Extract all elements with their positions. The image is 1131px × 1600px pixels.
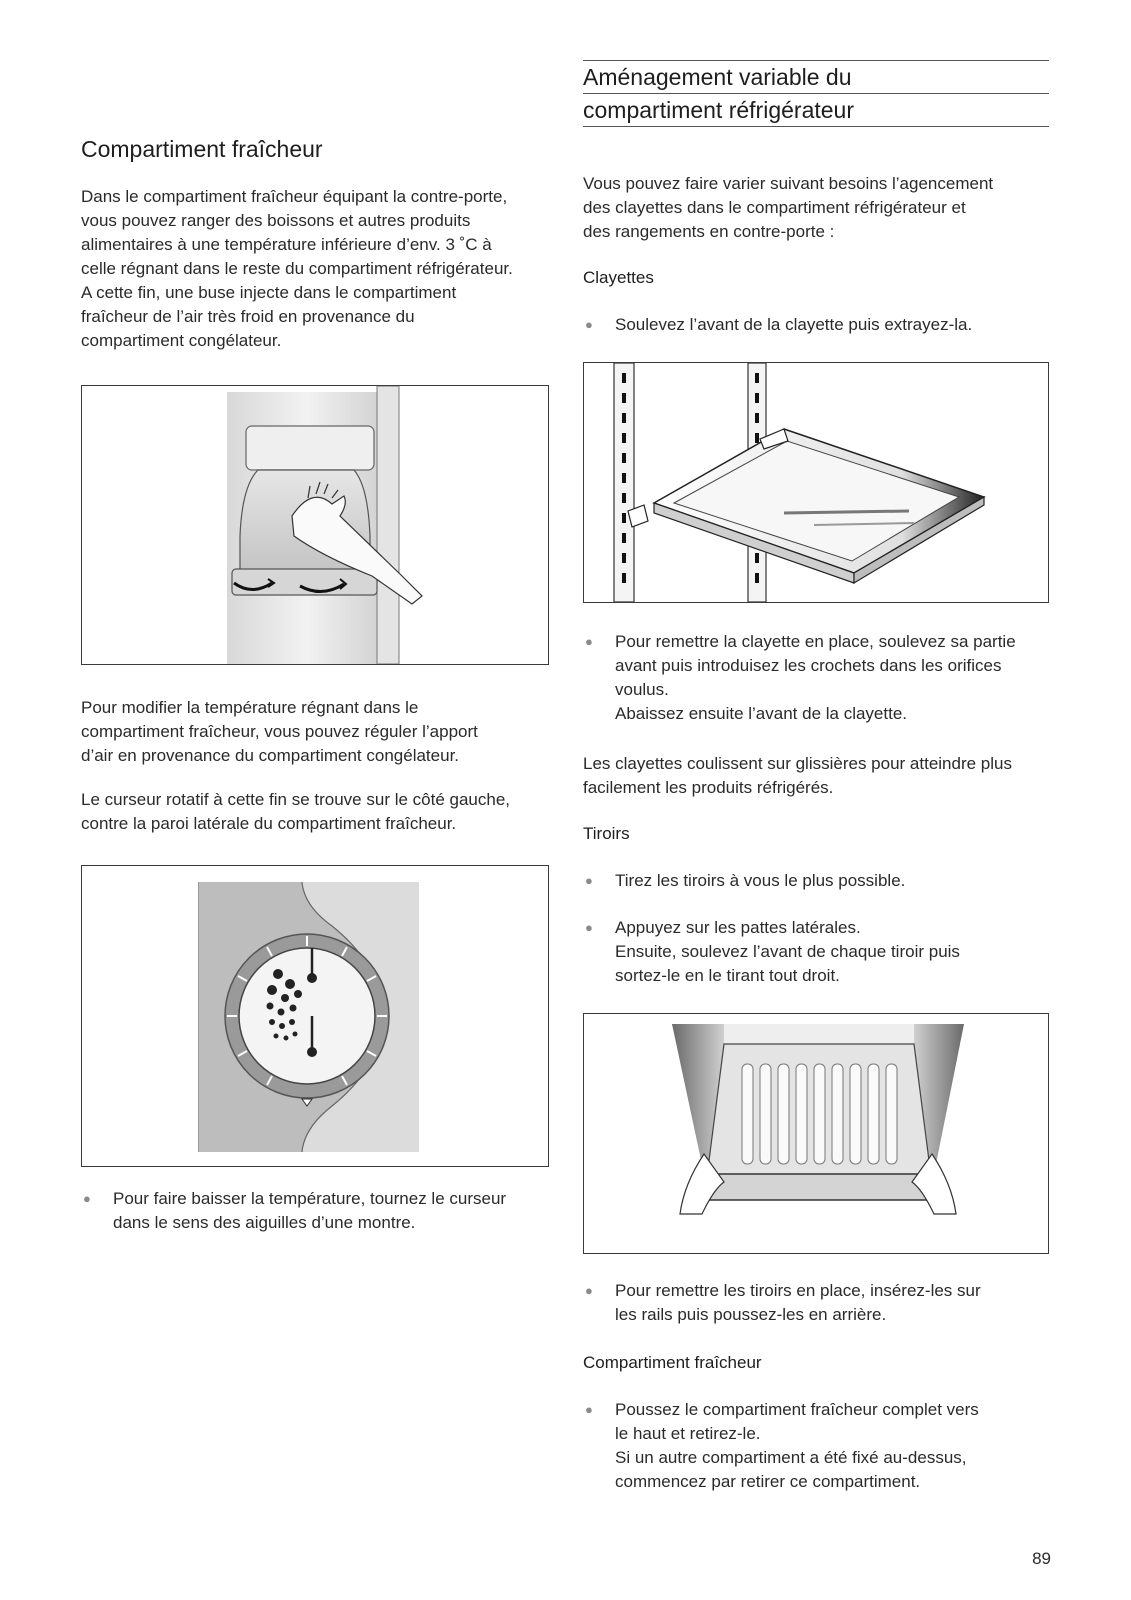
text-line: alimentaires à une température inférieure d’env. 3 ˚C à [81,235,492,254]
text-line: des clayettes dans le compartiment réfrigérateur et [583,198,966,217]
text-line: Soulevez l’avant de la clayette puis extrayez-la. [615,315,973,334]
text-line: commencez par retirer ce compartiment. [615,1472,921,1491]
text-line: Poussez le compartiment fraîcheur complet vers [615,1400,979,1419]
text-line: celle régnant dans le reste du compartiment réfrigérateur. [81,259,513,278]
text-line: les rails puis poussez-les en arrière. [615,1305,887,1324]
text-line: Pour remettre les tiroirs en place, insérez-les sur [615,1281,981,1300]
bullet-item [583,1279,1053,1327]
fraicheur-bullet [583,1398,1053,1494]
title-rule-bottom [583,126,1049,127]
bullet-icon: ● [585,634,593,649]
figure-shelf [583,362,1049,603]
text-line: dans le sens des aiguilles d’une montre. [113,1213,416,1232]
right-title-text-1: Aménagement variable du [583,64,852,90]
tiroirs-bullet3 [583,1279,1053,1327]
text-line: Vous pouvez faire varier suivant besoins l’agencement [583,174,994,193]
fresh-compartment-illustration [82,386,548,664]
text-line: Dans le compartiment fraîcheur équipant la contre-porte, [81,187,508,206]
text-line: Tirez les tiroirs à vous le plus possible. [615,871,906,890]
bullet-icon: ● [585,873,593,888]
clayettes-heading-text: Clayettes [583,268,654,287]
text-line: vous pouvez ranger des boissons et autres produits [81,211,471,230]
text-line: sortez-le en le tirant tout droit. [615,966,840,985]
text-line: Pour modifier la température régnant dans le [81,698,419,717]
page-number [1032,1549,1051,1569]
text-line: Ensuite, soulevez l’avant de chaque tiroir puis [615,942,960,961]
bullet-item [583,1398,1053,1494]
text-line: Pour remettre la clayette en place, soulevez sa partie [615,632,1016,651]
left-para2 [81,696,561,768]
bullet-icon: ● [585,920,593,935]
figure-fresh-compartment-hand [81,385,549,665]
text-line: voulus. [615,680,669,699]
text-line: le haut et retirez-le. [615,1424,761,1443]
tiroirs-heading [583,822,630,846]
clayettes-bullet1 [583,313,1053,337]
fraicheur-heading-text: Compartiment fraîcheur [583,1353,762,1372]
right-title-line1 [583,61,852,93]
figure-rotary-knob [81,865,549,1167]
rotary-knob-illustration [82,866,548,1166]
text-line: fraîcheur de l’air très froid en provenance du [81,307,415,326]
bullet-icon: ● [585,1283,593,1298]
clayettes-heading [583,266,654,290]
clayettes-bullet2 [583,630,1053,726]
text-line: des rangements en contre-porte : [583,222,835,241]
tiroirs-heading-text: Tiroirs [583,824,630,843]
left-title-text: Compartiment fraîcheur [81,136,323,162]
text-line: Si un autre compartiment a été fixé au-dessus, [615,1448,967,1467]
text-line: contre la paroi latérale du compartiment fraîcheur. [81,814,457,833]
drawer-illustration [584,1014,1048,1253]
right-title-text-2: compartiment réfrigérateur [583,97,854,123]
fraicheur-heading [583,1351,762,1375]
text-line: Pour faire baisser la température, tournez le curseur [113,1189,507,1208]
page-number-text: 89 [1032,1549,1051,1568]
tiroirs-bullet2 [583,916,1053,988]
clayettes-paragraph [583,752,1053,800]
bullet-item [583,630,1053,726]
text-line: Le curseur rotatif à cette fin se trouve sur le côté gauche, [81,790,511,809]
left-section-title [81,133,323,165]
bullet-item [583,916,1053,988]
text-line: compartiment fraîcheur, vous pouvez réguler l’apport [81,722,478,741]
text-line: compartiment congélateur. [81,331,282,350]
bullet-icon: ● [585,1402,593,1417]
text-line: Les clayettes coulissent sur glissières pour atteindre plus [583,754,1012,773]
bullet-item [583,313,1053,337]
left-para3 [81,788,561,836]
bullet-icon: ● [83,1191,91,1206]
left-intro-paragraph [81,185,561,353]
text-line: d’air en provenance du compartiment congélateur. [81,746,460,765]
left-bullet1 [81,1187,561,1235]
shelf-illustration [584,363,1048,602]
text-line: A cette fin, une buse injecte dans le compartiment [81,283,457,302]
right-intro-paragraph [583,172,1053,244]
text-line: Appuyez sur les pattes latérales. [615,918,861,937]
bullet-icon: ● [585,317,593,332]
bullet-item [81,1187,561,1235]
bullet-item [583,869,1053,893]
text-line: avant puis introduisez les crochets dans les orifices [615,656,1002,675]
figure-drawer [583,1013,1049,1254]
tiroirs-bullet1 [583,869,1053,893]
text-line: Abaissez ensuite l’avant de la clayette. [615,704,908,723]
right-title-line2 [583,94,854,126]
text-line: facilement les produits réfrigérés. [583,778,834,797]
